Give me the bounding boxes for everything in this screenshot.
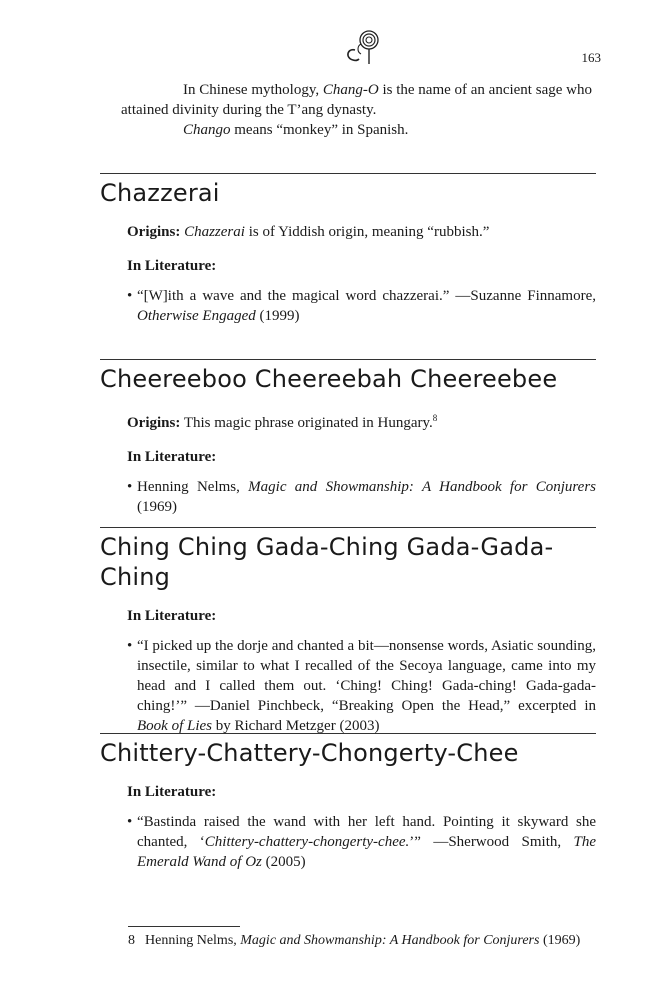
literature-item: • “I picked up the dorje and chanted a bit—nonsense words, Asiatic sounding, insectile, similar to what I recalled of the Secoya language, came into my head and I called them out. ‘Ching! Ching! Gada-ching! Gada-gada-ching!’” —Daniel Pinchbeck, “Breaking Open the Head,” excerpted in Book of Lies by Richard Metzger (2003) [127, 638, 596, 734]
footnote-divider [128, 926, 240, 927]
entry-divider [100, 527, 596, 528]
literature-heading: In Literature: [127, 784, 217, 800]
literature-heading: In Literature: [127, 258, 217, 274]
origins-section: Origins: Chazzerai is of Yiddish origin, meaning “rubbish.” [127, 224, 490, 240]
literature-heading: In Literature: [127, 608, 217, 624]
entry-divider [100, 733, 596, 734]
literature-heading: In Literature: [127, 449, 217, 465]
footnote-number: 8 [128, 933, 135, 948]
entry-divider [100, 359, 596, 360]
entry-cheereeboo [100, 359, 596, 517]
entry-chazzerai [100, 173, 596, 326]
entry-chittery [100, 733, 596, 872]
literature-item: • “[W]ith a wave and the magical word chazzerai.” —Suzanne Finnamore, Otherwise Engaged (1999) [127, 288, 596, 324]
intro-text [121, 80, 601, 140]
origins-section: Origins: This magic phrase originated in Hungary.$^8$ [127, 413, 438, 431]
footnote-ref: 8 [432, 413, 438, 423]
literature-item: • “Bastinda raised the wand with her left hand. Pointing it skyward she chanted, ‘Chittery-chattery-chongerty-chee.’” —Sherwood Smith, The Emerald Wand of Oz (2005) [127, 814, 597, 870]
intro-paragraph: In Chinese mythology, Chang-O is the name of an ancient sage who attained divinity during the T’ang dynasty. [121, 82, 592, 118]
spiral-c-ornament-icon [337, 28, 389, 66]
intro-paragraph: Chango means “monkey” in Spanish. [183, 122, 409, 138]
literature-item: • Henning Nelms, Magic and Showmanship: A Handbook for Conjurers (1969) [127, 479, 597, 515]
entry-title: Chittery-Chattery-Chongerty-Chee [100, 739, 519, 767]
entry-ching-ching [100, 527, 596, 736]
page-number: 163 [581, 50, 601, 65]
footnote: 8 Henning Nelms, Magic and Showmanship: A Handbook for Conjurers (1969) [128, 933, 581, 948]
entry-title: Chazzerai [100, 179, 220, 207]
entry-title: Cheereeboo Cheereebah Cheereebee [100, 365, 558, 393]
entry-title: Ching Ching Gada-Ching Gada-Gada-Ching [100, 533, 554, 591]
entry-divider [100, 173, 596, 174]
